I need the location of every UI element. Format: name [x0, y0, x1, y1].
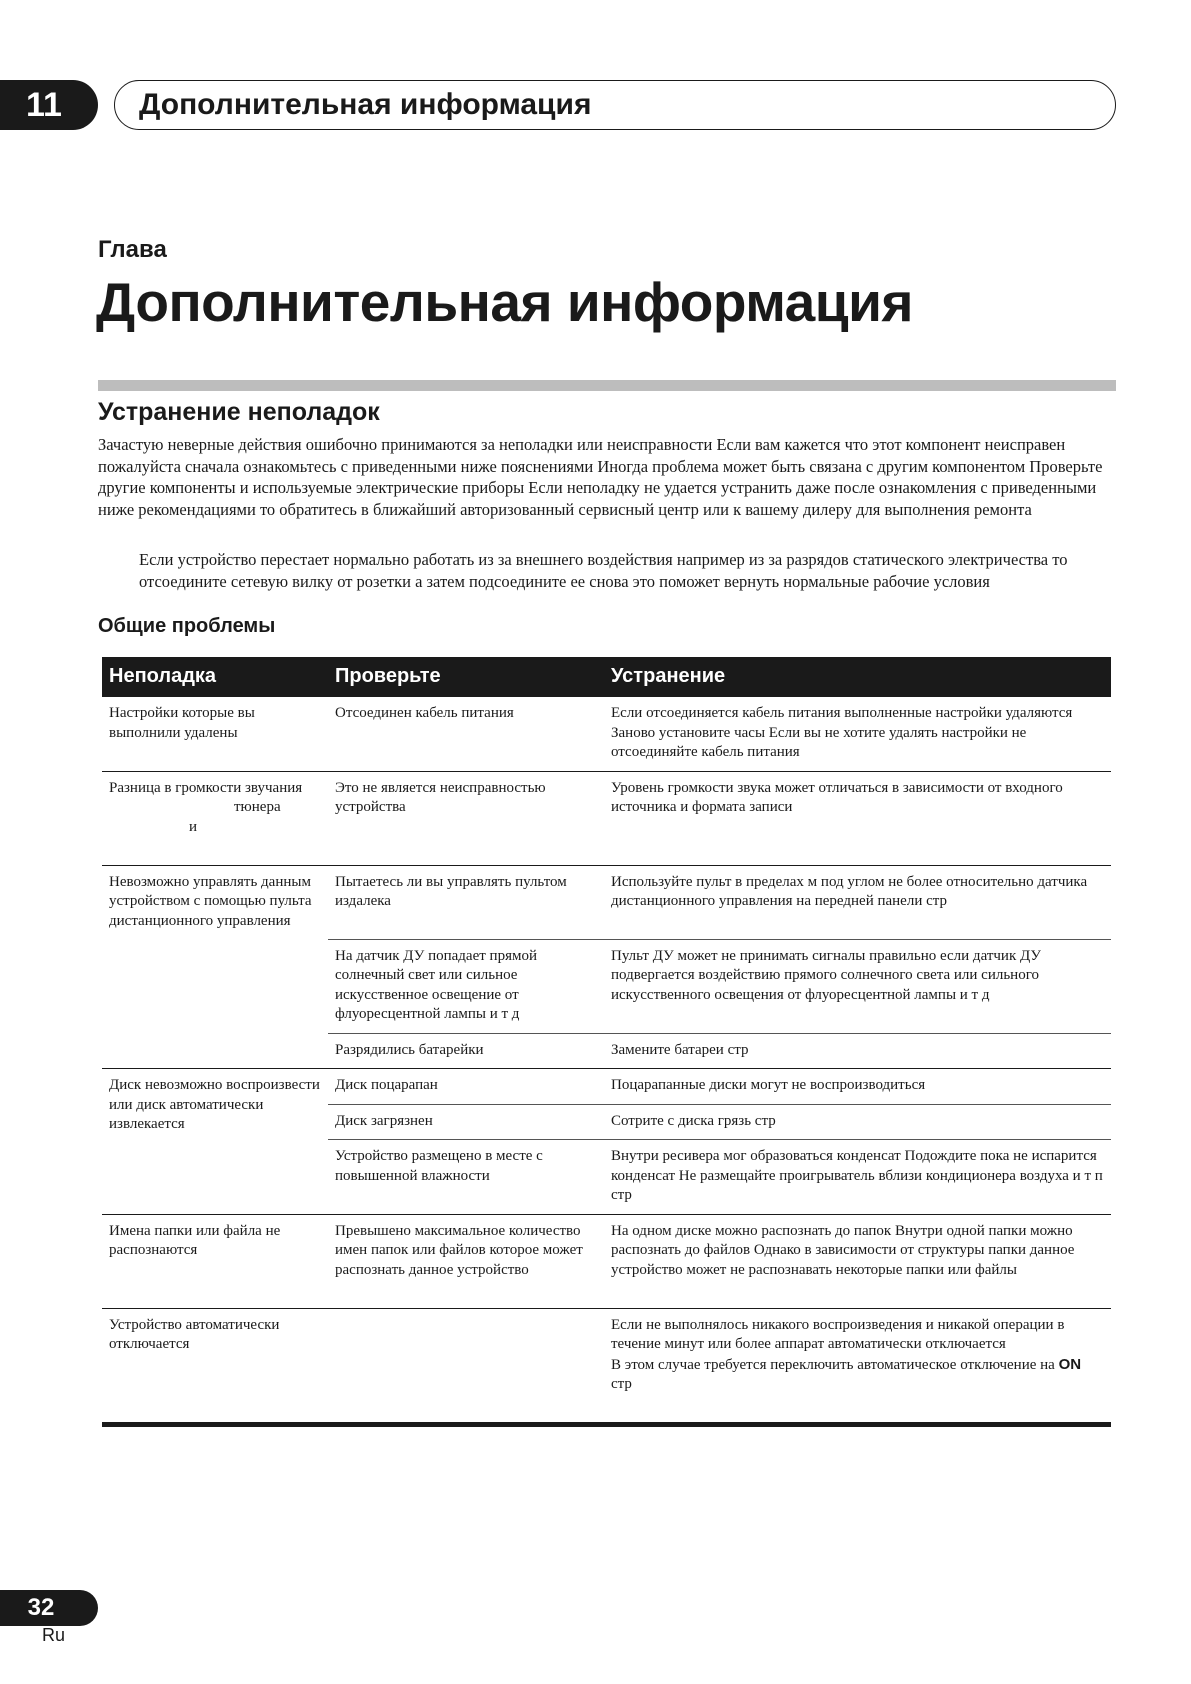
problem-cell: Диск невозможно воспроизвести или диск автоматически извлекается: [102, 1069, 328, 1215]
problem-text: Разница в громкости звучания: [109, 779, 303, 796]
problem-cell: Имена папки или файла не распознаются: [102, 1214, 328, 1308]
header-check: Проверьте: [328, 657, 604, 697]
table-row: [102, 697, 1111, 771]
table-row: [102, 771, 1111, 865]
table-row: [102, 1069, 1111, 1105]
problem-cell: Невозможно управлять данным устройством с помощью пульта дистанционного управления: [102, 865, 328, 1069]
problem-cell: Устройство автоматически отключается: [109, 1316, 280, 1352]
check-cell: [328, 1308, 604, 1424]
solution-cell: Поцарапанные диски могут не воспроизводиться: [604, 1069, 1111, 1105]
solution-text: В этом случае требуется переключить автоматическое отключение на: [611, 1356, 1055, 1373]
chapter-label: Глава: [98, 236, 167, 263]
running-header-title: Дополнительная информация: [139, 88, 592, 121]
solution-text: Если не выполнялось никакого воспроизведения и никакой операции в течение минут или более аппарат автоматически отключается: [611, 1316, 1065, 1352]
table-row: [102, 1214, 1111, 1308]
chapter-title: Дополнительная информация: [96, 271, 913, 333]
check-cell: Диск поцарапан: [328, 1069, 604, 1105]
table-row: [102, 865, 1111, 939]
solution-cell: На одном диске можно распознать до папок Внутри одной папки можно распознать до файлов Однако в зависимости от структуры папки данное устройство может не распознавать некоторые папки или файлы: [604, 1214, 1111, 1308]
problem-text-tuner: тюнера: [234, 799, 281, 815]
table-row: [102, 1308, 1111, 1424]
problem-cell: Настройки которые вы выполнили удалены: [102, 697, 328, 771]
solution-cell: Замените батареи стр: [604, 1033, 1111, 1069]
header-solution: Устранение: [604, 657, 1111, 697]
check-cell: Диск загрязнен: [328, 1104, 604, 1140]
subsection-title: Общие проблемы: [98, 615, 276, 637]
check-cell: Отсоединен кабель питания: [328, 697, 604, 771]
solution-cell: Используйте пульт в пределах м под углом не более относительно датчика дистанционного управления на передней панели стр: [604, 865, 1111, 939]
chapter-number-tab: 11: [0, 80, 98, 130]
solution-cell: Если отсоединяется кабель питания выполненные настройки удаляются Заново установите часы Если вы не хотите удалять настройки не отсоединяйте кабель питания: [604, 697, 1111, 771]
note-paragraph: Если устройство перестает нормально работать из за внешнего воздействия например из за разрядов статического электричества то отсоедините сетевую вилку от розетки а затем подсоедините ее снова это поможет вернуть нормальные рабочие условия: [139, 550, 1068, 591]
solution-cell: Пульт ДУ может не принимать сигналы правильно если датчик ДУ подвергается воздействию прямого солнечного света или сильного искусственного освещения от флуоресцентной лампы и т д: [604, 939, 1111, 1033]
problem-text-and: и: [189, 818, 198, 835]
check-cell: Превышено максимальное количество имен папок или файлов которое может распознать данное устройство: [328, 1214, 604, 1308]
check-cell: Устройство размещено в месте с повышенной влажности: [328, 1140, 604, 1215]
section-divider: [98, 380, 1116, 391]
on-setting-label: ON: [1058, 1355, 1082, 1373]
language-code: Ru: [42, 1625, 66, 1645]
check-cell: Это не является неисправностью устройства: [328, 771, 604, 865]
solution-cell: Внутри ресивера мог образоваться конденсат Подождите пока не испарится конденсат Не размещайте проигрыватель вблизи кондиционера воздуха и т п стр: [604, 1140, 1111, 1215]
check-cell: Пытаетесь ли вы управлять пультом издалека: [328, 865, 604, 939]
solution-cell: Уровень громкости звука может отличаться в зависимости от входного источника и формата записи: [604, 771, 1111, 865]
solution-cell: Сотрите с диска грязь стр: [604, 1104, 1111, 1140]
section-title: Устранение неполадок: [98, 398, 380, 426]
page-ref-text: стр: [611, 1376, 632, 1392]
solution-cell: [604, 1308, 1111, 1424]
intro-paragraph: Зачастую неверные действия ошибочно принимаются за неполадки или неисправности Если вам кажется что этот компонент неисправен пожалуйста сначала ознакомьтесь с приведенными ниже пояснениями Иногда проблема может быть связана с другим компонентом Проверьте другие компоненты и используемые электрические приборы Если неполадку не удается устранить даже после ознакомления с приведенными ниже рекомендациями то обратитесь в ближайший авторизованный сервисный центр или к вашему дилеру для выполнения ремонта: [98, 435, 1103, 519]
running-header: [114, 80, 1116, 130]
problem-cell: [102, 771, 328, 865]
check-cell: На датчик ДУ попадает прямой солнечный свет или сильное искусственное освещение от флуоресцентной лампы и т д: [328, 939, 604, 1033]
check-cell: Разрядились батарейки: [328, 1033, 604, 1069]
troubleshooting-table: [102, 657, 1111, 1427]
page-number-tab: 32: [0, 1590, 98, 1626]
table-header-row: [102, 657, 1111, 697]
header-problem: Неполадка: [102, 657, 328, 697]
